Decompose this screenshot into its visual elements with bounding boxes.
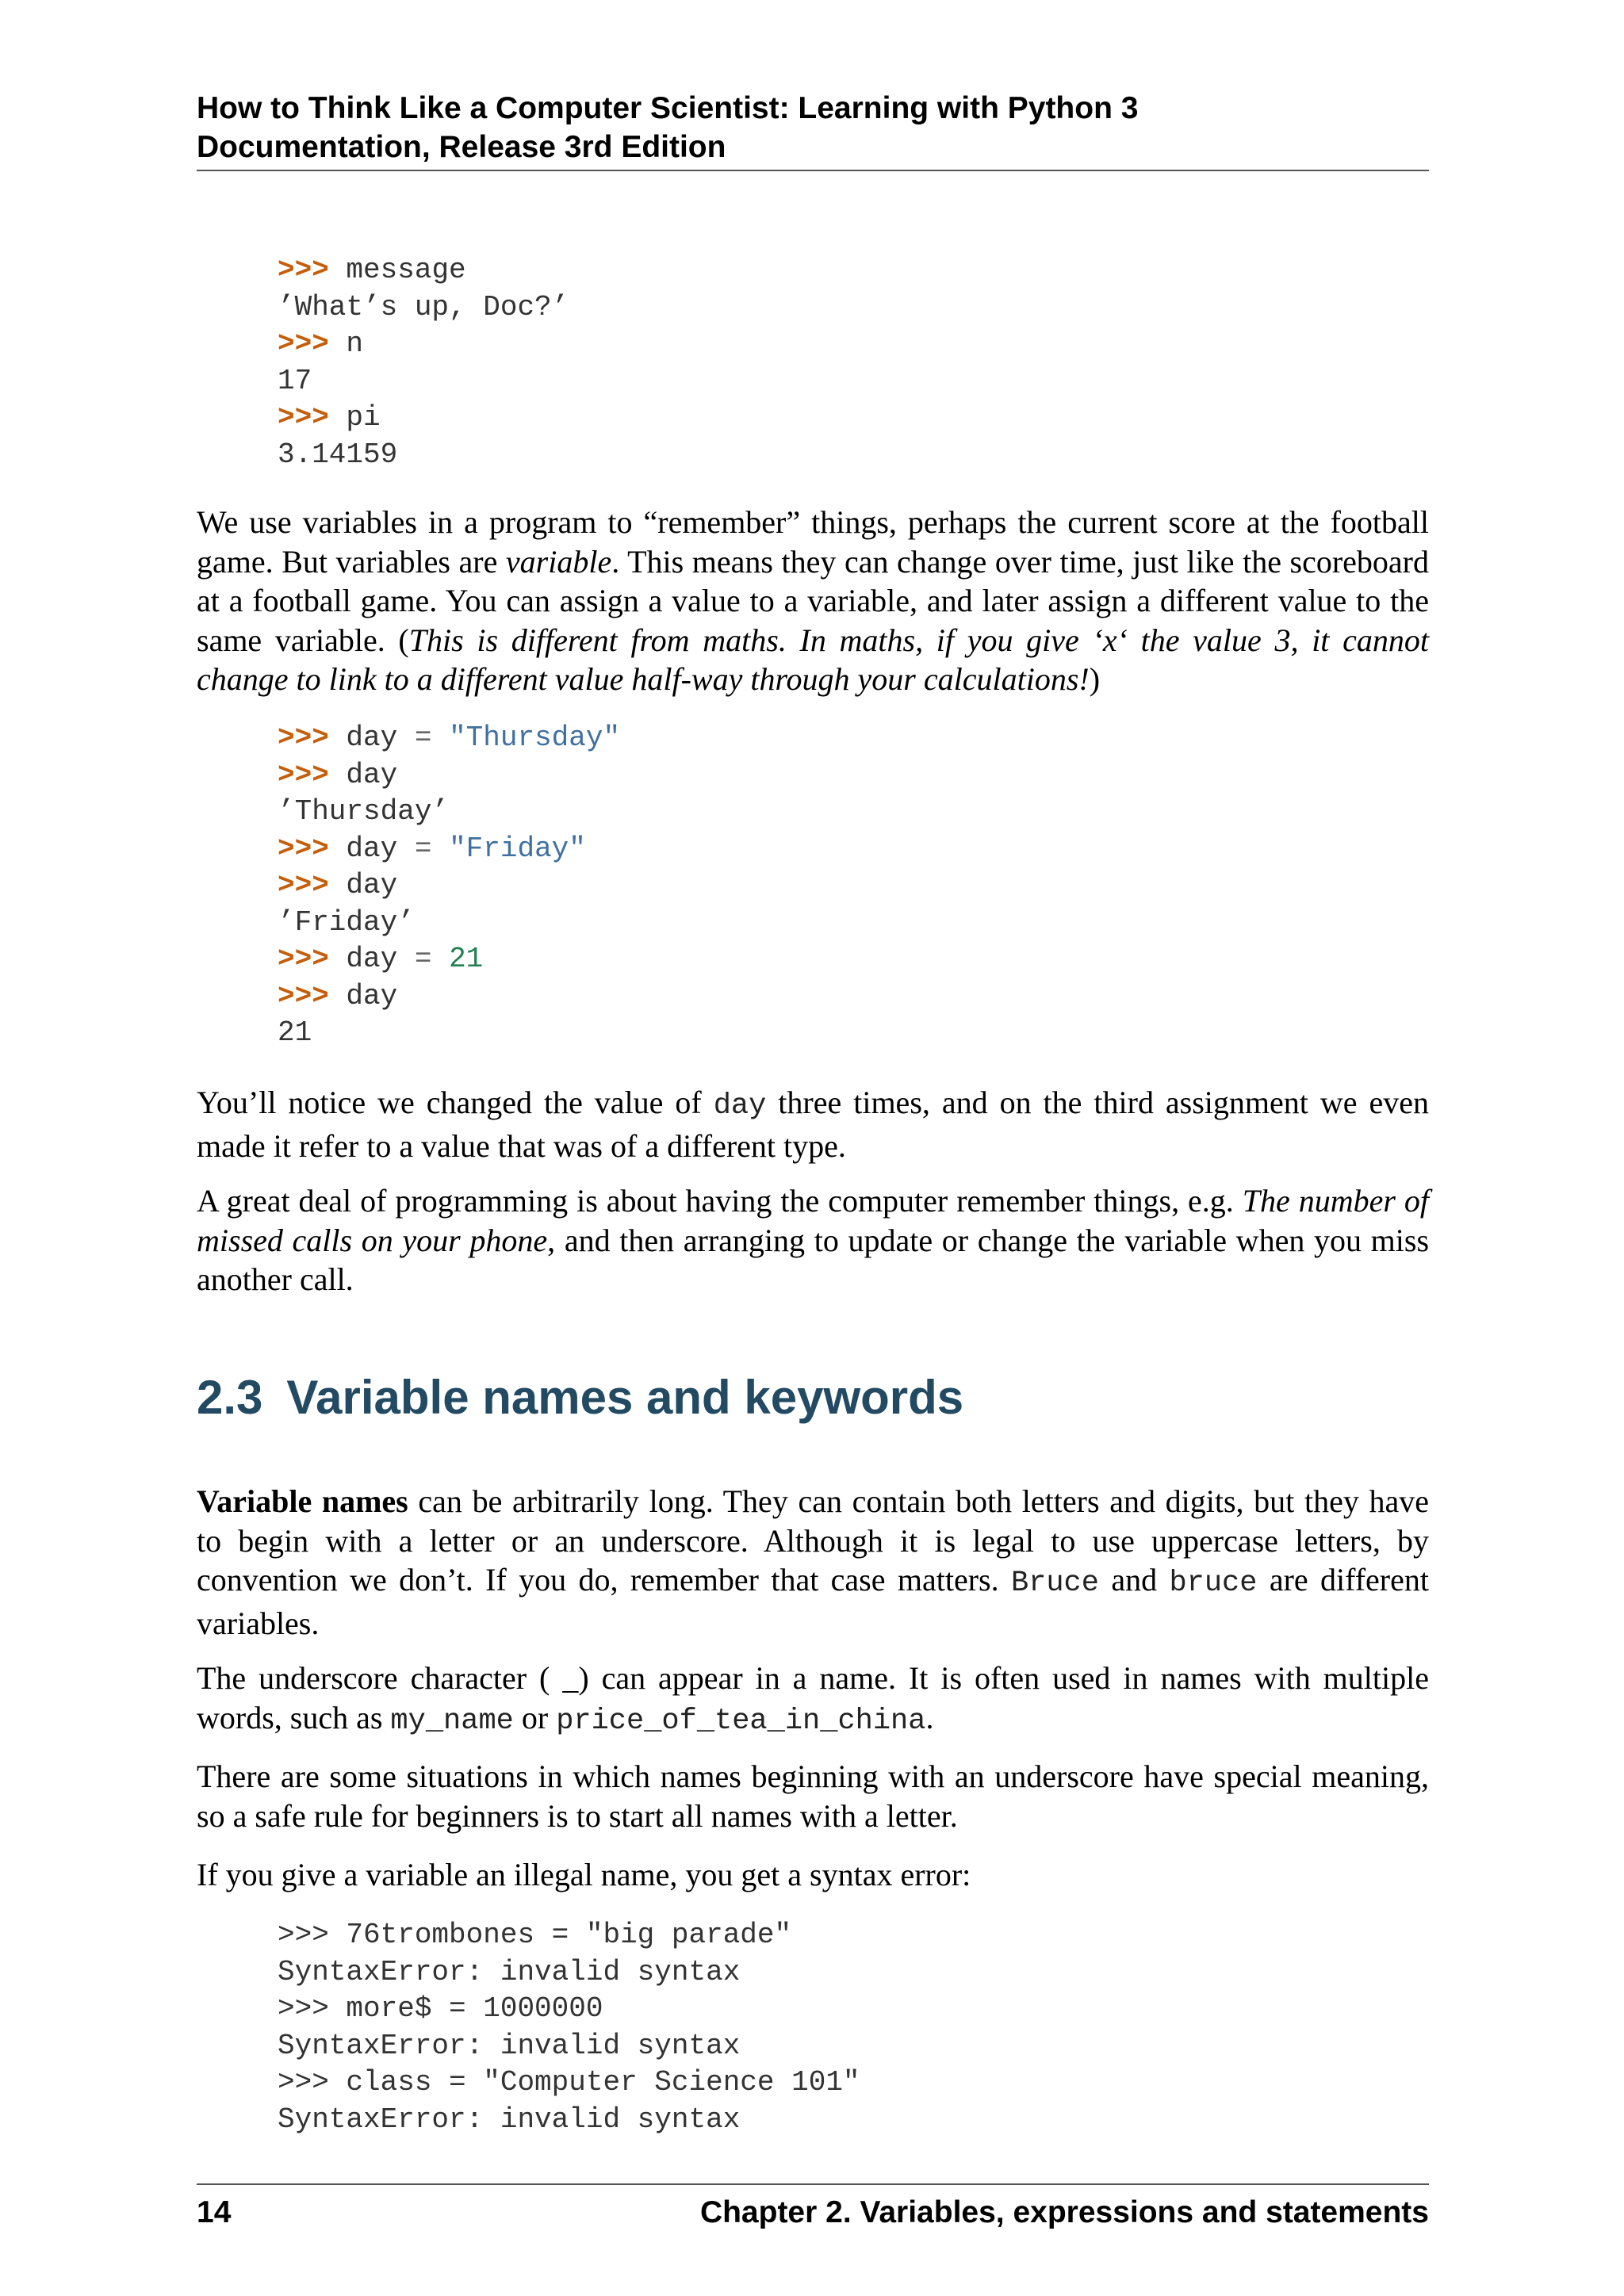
code-line: 17 <box>278 364 312 397</box>
paragraph-illegal-name: If you give a variable an illegal name, you get a syntax error: <box>197 1857 971 1892</box>
code-line: >>> 76trombones = "big parade" <box>278 1919 792 1951</box>
code-line: >>> pi <box>278 401 381 434</box>
code-line: >>> message <box>278 254 466 286</box>
code-line: >>> day = 21 <box>278 943 484 975</box>
header-line-1: How to Think Like a Computer Scientist: Learning with Python 3 <box>197 91 1139 125</box>
section-heading <box>197 1369 963 1426</box>
code-block-day-assignments <box>278 720 620 1052</box>
code-line: >>> more$ = 1000000 <box>278 1992 603 2025</box>
code-line: SyntaxError: invalid syntax <box>278 1955 741 1988</box>
code-line: 21 <box>278 1016 312 1049</box>
code-block-syntax-errors <box>278 1917 860 2138</box>
paragraph-variable-names: Variable names can be arbitrarily long. They can contain both letters and digits, but they have to begin with a letter or an underscore. Although it is legal to use uppercase letters, by convention we don’t. If you do, remember that case matters. Bruce and bruce are different variables. <box>197 1483 1429 1641</box>
code-line: >>> day <box>278 869 398 901</box>
code-line: >>> class = "Computer Science 101" <box>278 2066 860 2099</box>
code-line: ’Thursday’ <box>278 795 450 828</box>
code-line: ’Friday’ <box>278 905 415 939</box>
paragraph-underscore: The underscore character ( _) can appear in a name. It is often used in names with multiple words, such as my_name or price_of_tea_in_china. <box>197 1660 1429 1738</box>
code-line: 3.14159 <box>278 438 398 471</box>
header-rule <box>197 170 1429 171</box>
code-line: ’What’s up, Doc?’ <box>278 290 569 323</box>
header-line-2: Documentation, Release 3rd Edition <box>197 130 726 164</box>
paragraph-remember-things: We use variables in a program to “remember” things, perhaps the current score at the football game. But variables are variable. This means they can change over time, just like the scoreboard at a football game. You can assign a value to a variable, and later assign a different value to the same variable. (This is different from maths. In maths, if you give ‘x‘ the value 3, it cannot change to link to a different value half-way through your calculations!) <box>197 504 1429 697</box>
document-page <box>197 0 1429 2296</box>
running-header <box>197 89 1429 166</box>
paragraph-changed-value: You’ll notice we changed the value of day three times, and on the third assignment we even made it refer to a value that was of a different type. <box>197 1085 1429 1164</box>
code-line: SyntaxError: invalid syntax <box>278 2029 741 2062</box>
paragraph-programming-remember: A great deal of programming is about having the computer remember things, e.g. The number of missed calls on your phone, and then arranging to update or change the variable when you miss another call. <box>197 1183 1430 1297</box>
code-line: >>> day <box>278 979 398 1012</box>
code-block-variables-output <box>278 252 569 473</box>
page-number: 14 <box>197 2195 232 2229</box>
chapter-title: Chapter 2. Variables, expressions and statements <box>699 2195 1429 2229</box>
code-line: >>> n <box>278 327 364 360</box>
code-line: >>> day = "Thursday" <box>278 721 621 754</box>
code-line: >>> day = "Friday" <box>278 832 586 865</box>
section-title-text: Variable names and keywords <box>286 1371 964 1424</box>
paragraph-underscore-special: There are some situations in which names beginning with an underscore have special meaning, so a safe rule for beginners is to start all names with a letter. <box>197 1758 1429 1834</box>
running-footer <box>197 2193 1429 2233</box>
section-number: 2.3 <box>197 1371 263 1424</box>
footer-rule <box>197 2183 1429 2185</box>
code-line: SyntaxError: invalid syntax <box>278 2103 741 2136</box>
code-line: >>> day <box>278 758 398 791</box>
